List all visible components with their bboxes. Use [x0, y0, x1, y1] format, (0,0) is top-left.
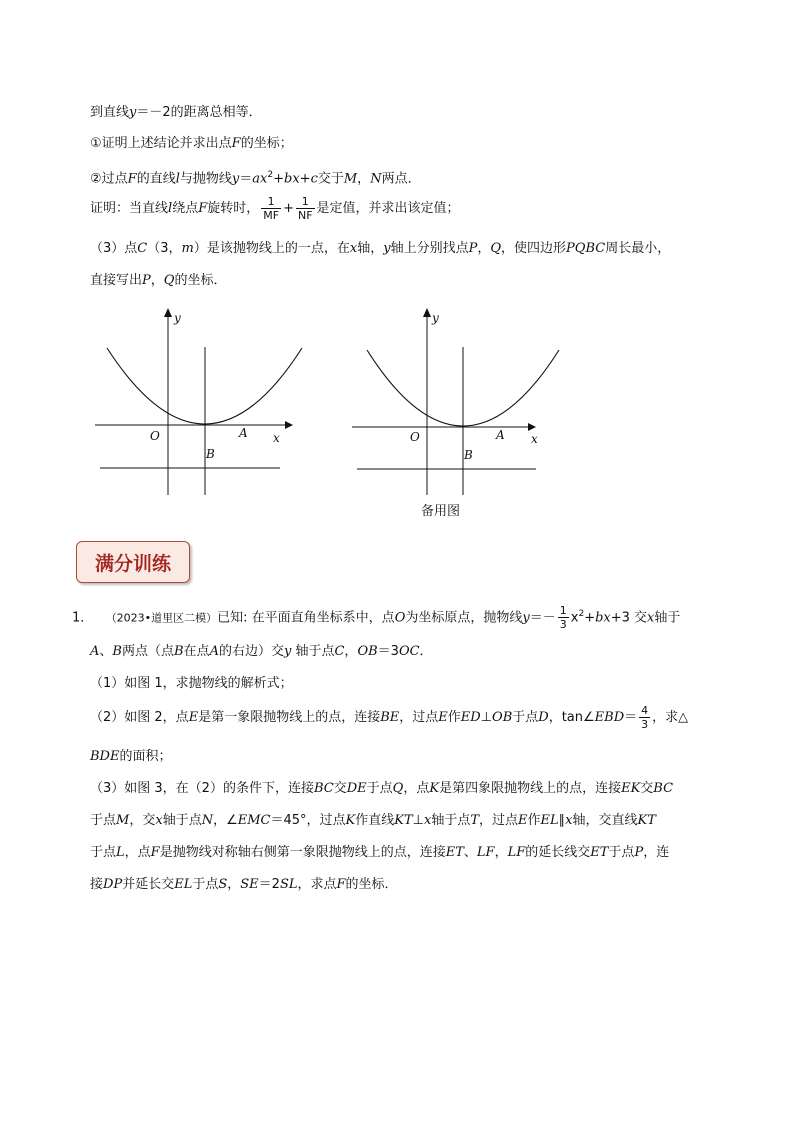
text: （3， [147, 241, 182, 256]
section-badge: 满分训练 [76, 541, 190, 583]
text: 于点 [192, 877, 219, 892]
label-x: x [531, 432, 538, 446]
text-line-3 [90, 166, 421, 188]
denominator: NF [297, 209, 313, 222]
text: 是第一象限抛物线上的点，连接 [198, 710, 381, 725]
text: 、 [463, 845, 477, 860]
y-axis-arrow [423, 308, 431, 317]
text: 于点 [608, 845, 635, 860]
text: ，求△ [652, 710, 689, 725]
var: x [647, 610, 655, 626]
var: ED [460, 710, 481, 725]
var: K [429, 781, 440, 796]
var: N [201, 813, 214, 828]
var: A [90, 644, 100, 659]
text: ⊥ [412, 813, 424, 828]
text: 作 [447, 710, 461, 725]
var: C [334, 644, 345, 659]
var: LF [507, 845, 526, 860]
var: KT [394, 813, 413, 828]
var: y [129, 105, 137, 120]
var: B [112, 644, 122, 659]
text: ＝ [624, 710, 638, 725]
text: （2）如图 2，点 [90, 710, 189, 725]
text: 轴， [357, 241, 384, 256]
var: OB [357, 644, 378, 659]
var: P [634, 845, 644, 860]
var: BE [380, 710, 400, 725]
text: 于点 [90, 845, 117, 860]
var: Q [490, 241, 502, 256]
text: 在点 [183, 644, 210, 659]
var: C [137, 241, 148, 256]
var: y [522, 610, 530, 626]
text: ，∠ [213, 813, 238, 828]
var: DE [346, 781, 367, 796]
text: ＝45°，过点 [270, 813, 346, 828]
var: EL [174, 877, 193, 892]
text: ， [227, 877, 241, 892]
fraction-1-nf [296, 195, 315, 222]
var: O [394, 610, 406, 626]
text: 轴于 [654, 610, 681, 626]
var: BC [313, 781, 334, 796]
text: ，过点 [479, 813, 519, 828]
text: 并延长交 [122, 877, 175, 892]
text: 的延长线交 [525, 845, 591, 860]
y-axis-arrow [164, 308, 172, 317]
var: EK [621, 781, 641, 796]
text: 两点． [381, 171, 421, 187]
text: 周长最小， [605, 241, 671, 256]
text: 于点 [512, 710, 539, 725]
numerator: 1 [559, 604, 567, 618]
denominator: 3 [559, 618, 567, 632]
label-b: B [464, 448, 473, 462]
var: E [438, 710, 448, 725]
text: ， [344, 644, 358, 659]
text: ， [357, 171, 371, 187]
text: （3）如图 3，在（2）的条件下，连接 [90, 781, 314, 796]
text: ，点 [403, 781, 430, 796]
var: E [188, 710, 199, 725]
text: 、 [99, 644, 113, 659]
text: 轴于点 [431, 813, 471, 828]
text: 已知: 在平面直角坐标系中，点 [217, 610, 395, 626]
label-b: B [206, 447, 215, 461]
denominator: MF [263, 209, 280, 222]
text: 的坐标． [345, 877, 398, 892]
text: ⊥ [480, 710, 493, 725]
numerator: 1 [261, 195, 281, 209]
text: 两点（点 [121, 644, 174, 659]
text: 轴上分别找点 [390, 241, 469, 256]
var: A [209, 644, 219, 659]
denominator: 3 [641, 718, 649, 731]
text: ， [150, 273, 164, 288]
text: 的坐标； [240, 136, 293, 151]
label-x: x [273, 431, 280, 445]
fraction-1-mf [261, 195, 281, 222]
text: 接 [90, 877, 104, 892]
var: T [470, 813, 480, 828]
var: m [181, 241, 194, 256]
text: ，过点 [399, 710, 439, 725]
var: F [336, 877, 346, 892]
var: P [468, 241, 478, 256]
text: ＝ [239, 171, 253, 187]
label-a: A [496, 428, 505, 442]
text: 是抛物线对称轴右侧第一象限抛物线上的点，连接 [159, 845, 446, 860]
var: F [231, 136, 241, 151]
text: x [570, 610, 579, 626]
var: Q [392, 781, 404, 796]
q1-line-8 [90, 844, 669, 862]
var: P [142, 273, 151, 288]
text: 与抛物线 [179, 171, 232, 187]
var: y [283, 644, 292, 659]
var: BC [653, 781, 674, 796]
fraction-4-3 [639, 704, 650, 731]
text: 是第四象限抛物线上的点，连接 [439, 781, 622, 796]
label-o: O [410, 430, 420, 444]
text: 轴于点 [291, 644, 335, 659]
text: 的右边）交 [218, 644, 284, 659]
x-axis-arrow [285, 421, 293, 429]
text: 作直线 [355, 813, 395, 828]
var: ax [252, 171, 268, 187]
q1-line-7 [90, 812, 656, 830]
q1-line-3 [90, 675, 293, 693]
text: 交于 [317, 171, 344, 187]
text-line-4 [90, 194, 460, 224]
var: y [231, 171, 240, 187]
label-y: y [174, 311, 181, 325]
question-number: 1． [72, 610, 94, 626]
parabola-figure-1 [90, 305, 305, 500]
text-line-2 [90, 135, 293, 153]
text: 轴于点 [162, 813, 202, 828]
text: ． [419, 644, 433, 659]
q1-line-6 [90, 780, 673, 798]
text: 证明：当直线 [90, 201, 169, 216]
text: ，tan∠ [548, 710, 595, 725]
label-o: O [150, 429, 160, 443]
superscript: 2 [578, 609, 585, 619]
var: PQBC [566, 241, 606, 256]
question-source: （2023•道里区二模） [105, 611, 218, 625]
var: LF [476, 845, 495, 860]
text: ，交 [129, 813, 156, 828]
q1-line-2 [90, 643, 433, 661]
var: KT [637, 813, 656, 828]
text: 的直线 [136, 171, 176, 187]
var: D [538, 710, 549, 725]
var: y [383, 241, 391, 256]
text: + [584, 610, 596, 626]
text: 作 [527, 813, 541, 828]
var: M [116, 813, 130, 828]
text: ， [494, 845, 508, 860]
text: 于点 [90, 813, 117, 828]
text: + [283, 201, 294, 216]
var: SE [240, 877, 259, 892]
var: E [518, 813, 528, 828]
text: + [273, 171, 284, 187]
text: + [299, 171, 311, 187]
var: S [218, 877, 228, 892]
text: ， [477, 241, 491, 256]
var: OB [492, 710, 513, 725]
var: c [310, 171, 318, 187]
text: ＝2 [258, 877, 280, 892]
text: 交 [333, 781, 347, 796]
text: ，求点 [297, 877, 337, 892]
var: EL [540, 813, 559, 828]
q1-line-9 [90, 876, 398, 894]
var: l [168, 201, 173, 216]
text-line-1 [90, 104, 262, 122]
var: BDE [90, 749, 120, 764]
text: （1）如图 1，求抛物线的解析式； [90, 676, 293, 691]
text: 是定值，并求出该定值； [316, 201, 460, 216]
var: M [343, 171, 358, 187]
label-y: y [432, 311, 439, 325]
q1-line-5 [90, 748, 171, 766]
text: +3 交 [610, 610, 648, 626]
var: x [349, 241, 358, 256]
text: ①证明上述结论并求出点 [90, 136, 232, 151]
var: x [565, 813, 573, 828]
text: ∥ [558, 813, 566, 828]
parabola-figure-2 [350, 305, 565, 500]
text: ）是该抛物线上的一点，在 [193, 241, 350, 256]
var: bx [284, 171, 300, 187]
var: OC [398, 644, 420, 659]
superscript: 2 [267, 170, 274, 180]
numerator: 4 [641, 704, 649, 717]
var: x [155, 813, 163, 828]
text: 的坐标． [174, 273, 227, 288]
var: DP [103, 877, 123, 892]
text: 直接写出 [90, 273, 143, 288]
text: 于点 [366, 781, 393, 796]
var: ET [445, 845, 464, 860]
text: ＝－2的距离总相等． [136, 105, 262, 120]
q1-line-4 [90, 703, 688, 733]
text: 到直线 [90, 105, 130, 120]
text: 旋转时， [207, 201, 260, 216]
text: ②过点 [90, 171, 128, 187]
text-line-5 [90, 240, 670, 258]
text: ，连 [643, 845, 670, 860]
var: x [423, 813, 432, 828]
text: 绕点 [172, 201, 199, 216]
text: ＝－ [529, 610, 556, 626]
var: Q [163, 273, 175, 288]
var: l [175, 171, 180, 187]
text: 轴，交直线 [572, 813, 638, 828]
text: ，点 [124, 845, 151, 860]
numerator: 1 [296, 195, 315, 209]
var: N [370, 171, 382, 187]
var: F [127, 171, 137, 187]
text: （3）点 [90, 241, 138, 256]
text-line-6 [90, 272, 226, 290]
var: EBD [594, 710, 625, 725]
label-a: A [239, 426, 248, 440]
var: SL [279, 877, 298, 892]
var: B [173, 644, 184, 659]
text: ＝3 [377, 644, 399, 659]
var: ET [590, 845, 609, 860]
x-axis-arrow [528, 423, 536, 431]
fraction-1-3 [558, 604, 569, 631]
var: bx [595, 610, 611, 626]
figure-caption: 备用图 [421, 504, 461, 519]
var: F [150, 845, 160, 860]
var: F [198, 201, 208, 216]
text: 交 [640, 781, 654, 796]
text: 为坐标原点，抛物线 [405, 610, 523, 626]
var: L [116, 845, 125, 860]
var: EMC [237, 813, 271, 828]
text: ，使四边形 [501, 241, 567, 256]
var: K [345, 813, 356, 828]
q1-line-1 [72, 599, 680, 633]
text: 的面积； [119, 749, 172, 764]
